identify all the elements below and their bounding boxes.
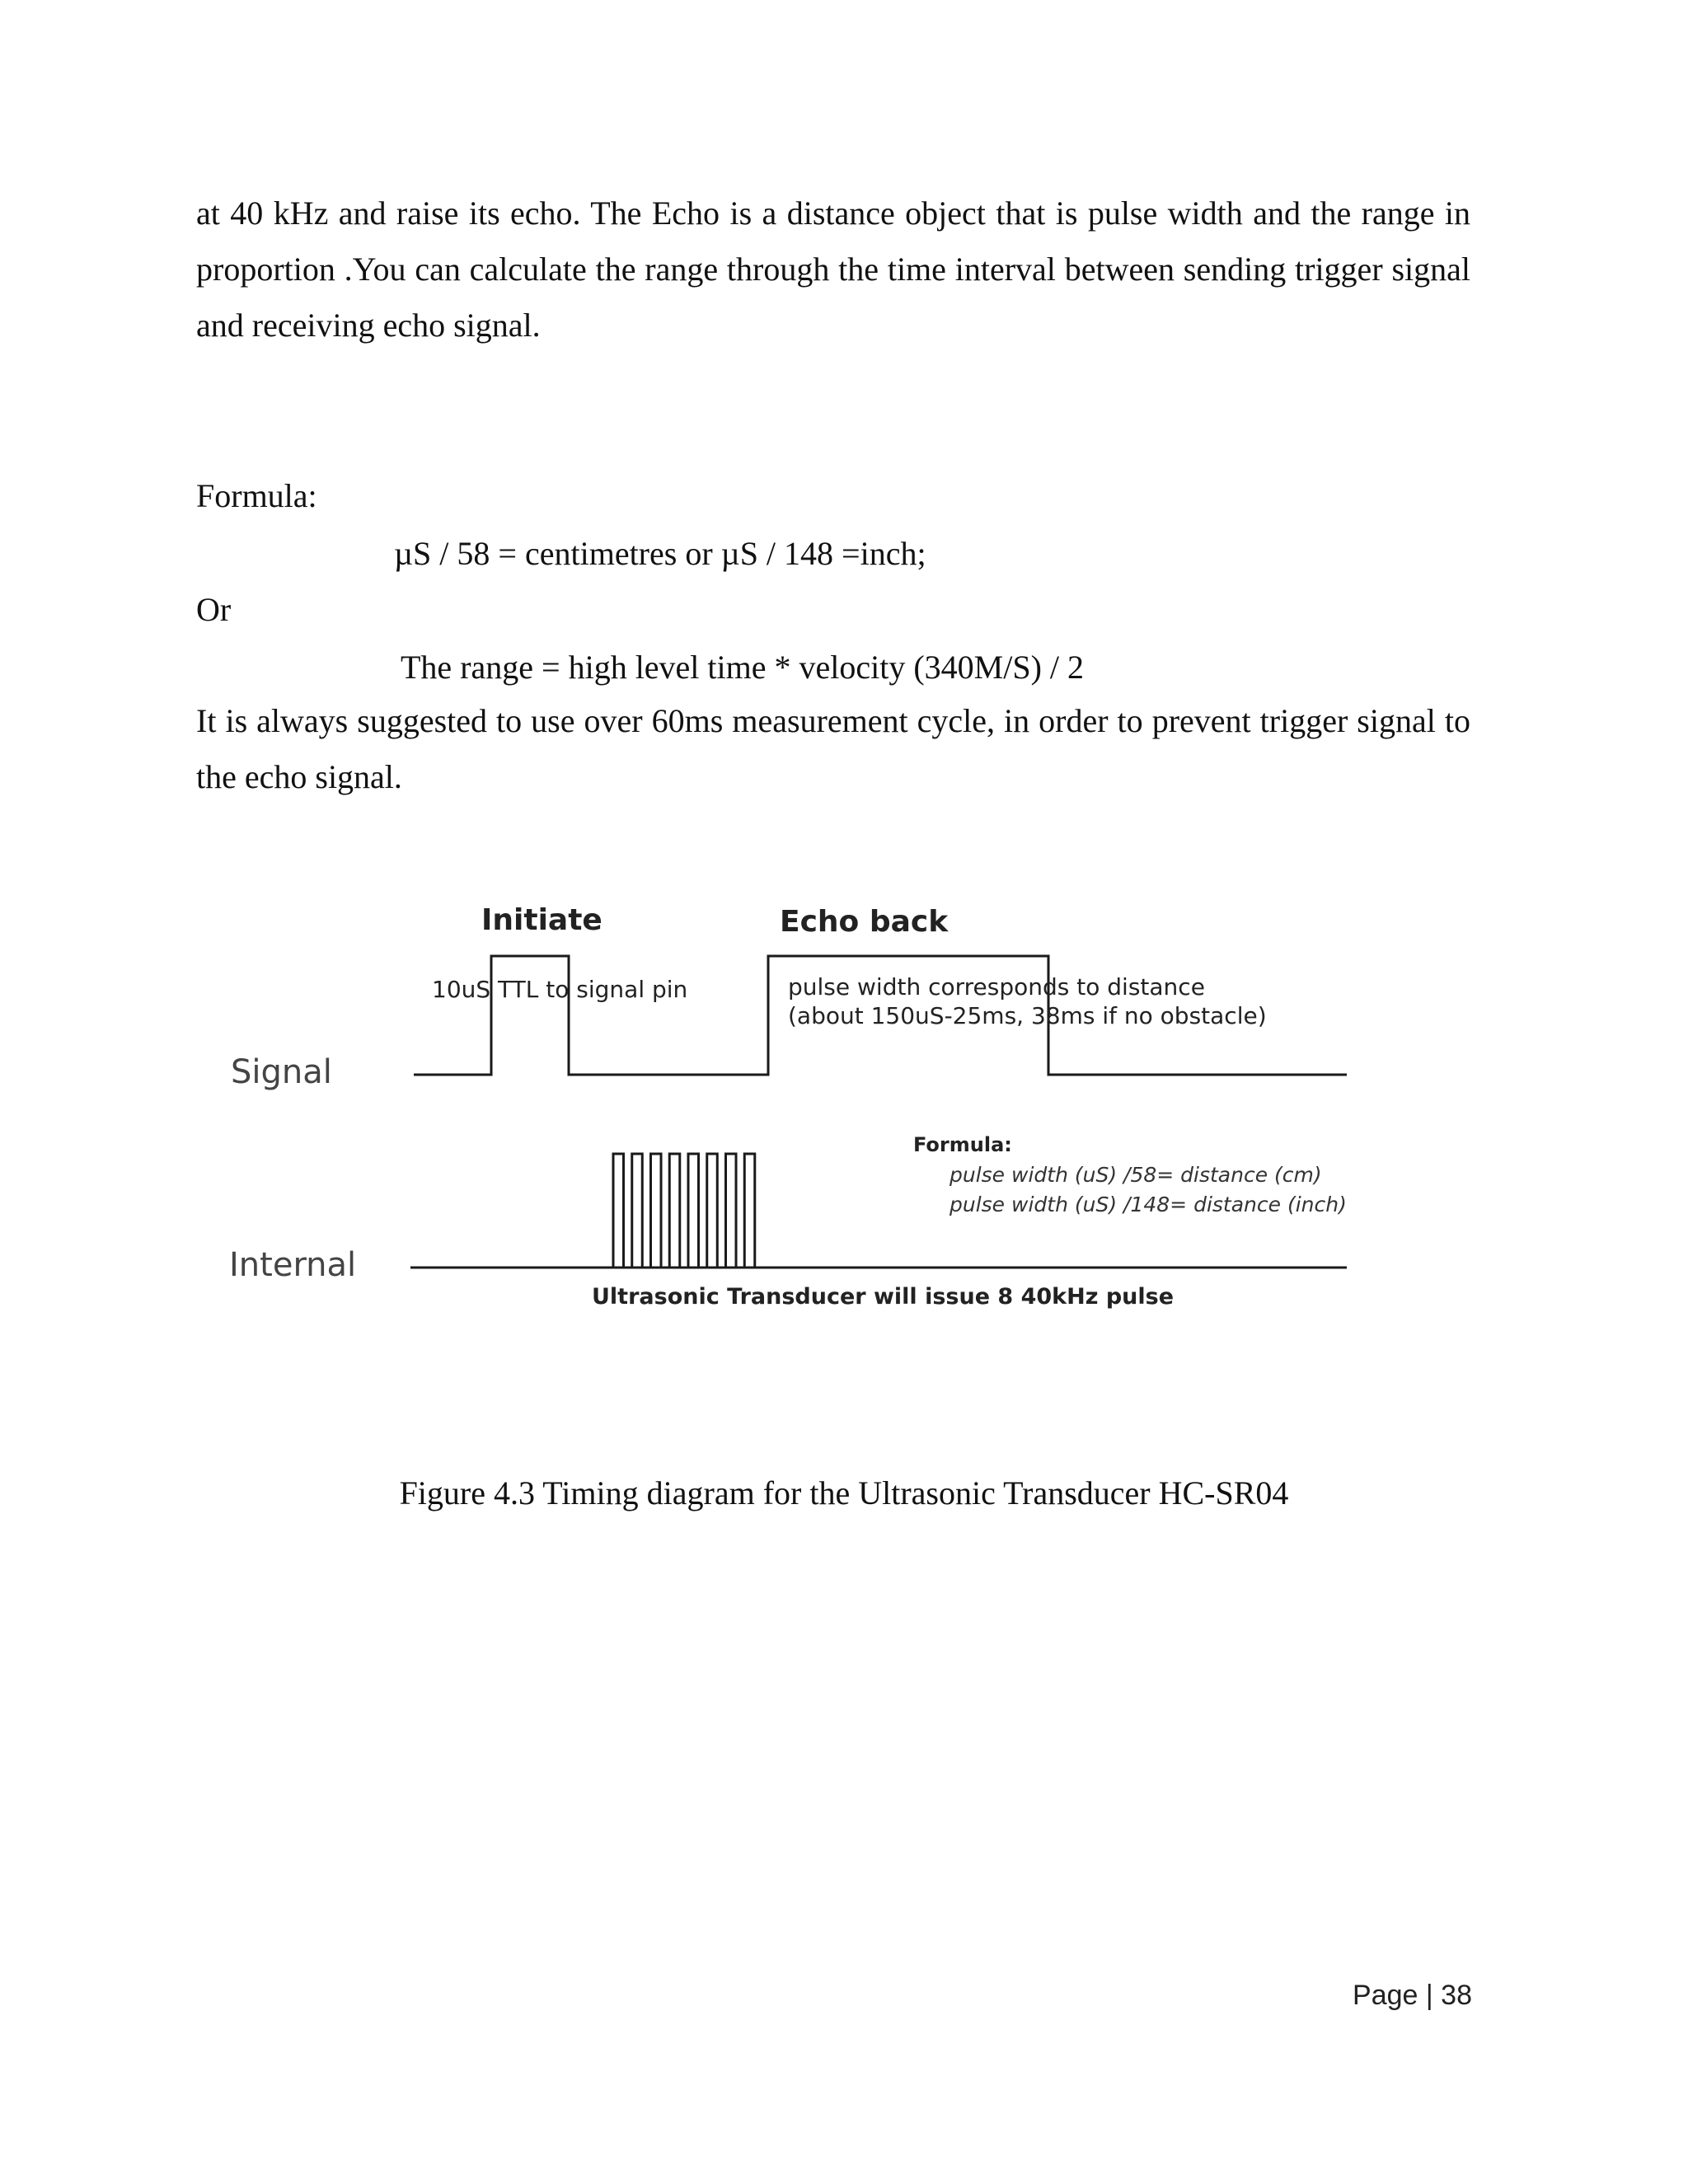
pulse-width-label-1: pulse width corresponds to distance <box>788 973 1205 1001</box>
burst-pulse <box>632 1154 643 1268</box>
page-number: Page | 38 <box>1353 1980 1472 2011</box>
initiate-label: Initiate <box>481 903 603 937</box>
cycle-paragraph: It is always suggested to use over 60ms measurement cycle, in order to prevent trigger signal to the echo signal. <box>196 702 1470 795</box>
burst-pulse <box>707 1154 718 1268</box>
transducer-label: Ultrasonic Transducer will issue 8 40kHz pulse <box>592 1284 1175 1310</box>
burst-pulse <box>669 1154 680 1268</box>
figure-formula-title: Formula: <box>913 1133 1012 1156</box>
formula-line-2: The range = high level time * velocity (340M/S) / 2 <box>401 649 1085 686</box>
burst-pulse <box>688 1154 699 1268</box>
ultrasonic-burst <box>613 1154 755 1268</box>
figure-caption: Figure 4.3 Timing diagram for the Ultrasonic Transducer HC-SR04 <box>399 1474 1289 1511</box>
figure-formula-inch: pulse width (uS) /148= distance (inch) <box>950 1193 1347 1216</box>
intro-paragraph: at 40 kHz and raise its echo. The Echo is a distance object that is pulse width and the range in proportion .You can calculate the range through the time interval between sending trigger signal and receiving echo signal. <box>196 194 1470 344</box>
pulse-width-label-2: (about 150uS-25ms, 38ms if no obstacle) <box>788 1002 1267 1029</box>
timing-diagram <box>219 874 1390 1352</box>
formula-label: Formula: <box>196 477 317 514</box>
burst-pulse <box>726 1154 737 1268</box>
or-label: Or <box>196 591 232 628</box>
burst-pulse <box>613 1154 624 1268</box>
echo-back-label: Echo back <box>780 905 949 939</box>
internal-label: Internal <box>229 1246 357 1284</box>
ttl-label: 10uS TTL to signal pin <box>432 976 688 1003</box>
burst-pulse <box>651 1154 662 1268</box>
signal-label: Signal <box>231 1053 332 1091</box>
burst-pulse <box>744 1154 755 1268</box>
figure-formula-cm: pulse width (uS) /58= distance (cm) <box>950 1163 1322 1187</box>
formula-line-1: µS / 58 = centimetres or µS / 148 =inch; <box>394 535 926 572</box>
